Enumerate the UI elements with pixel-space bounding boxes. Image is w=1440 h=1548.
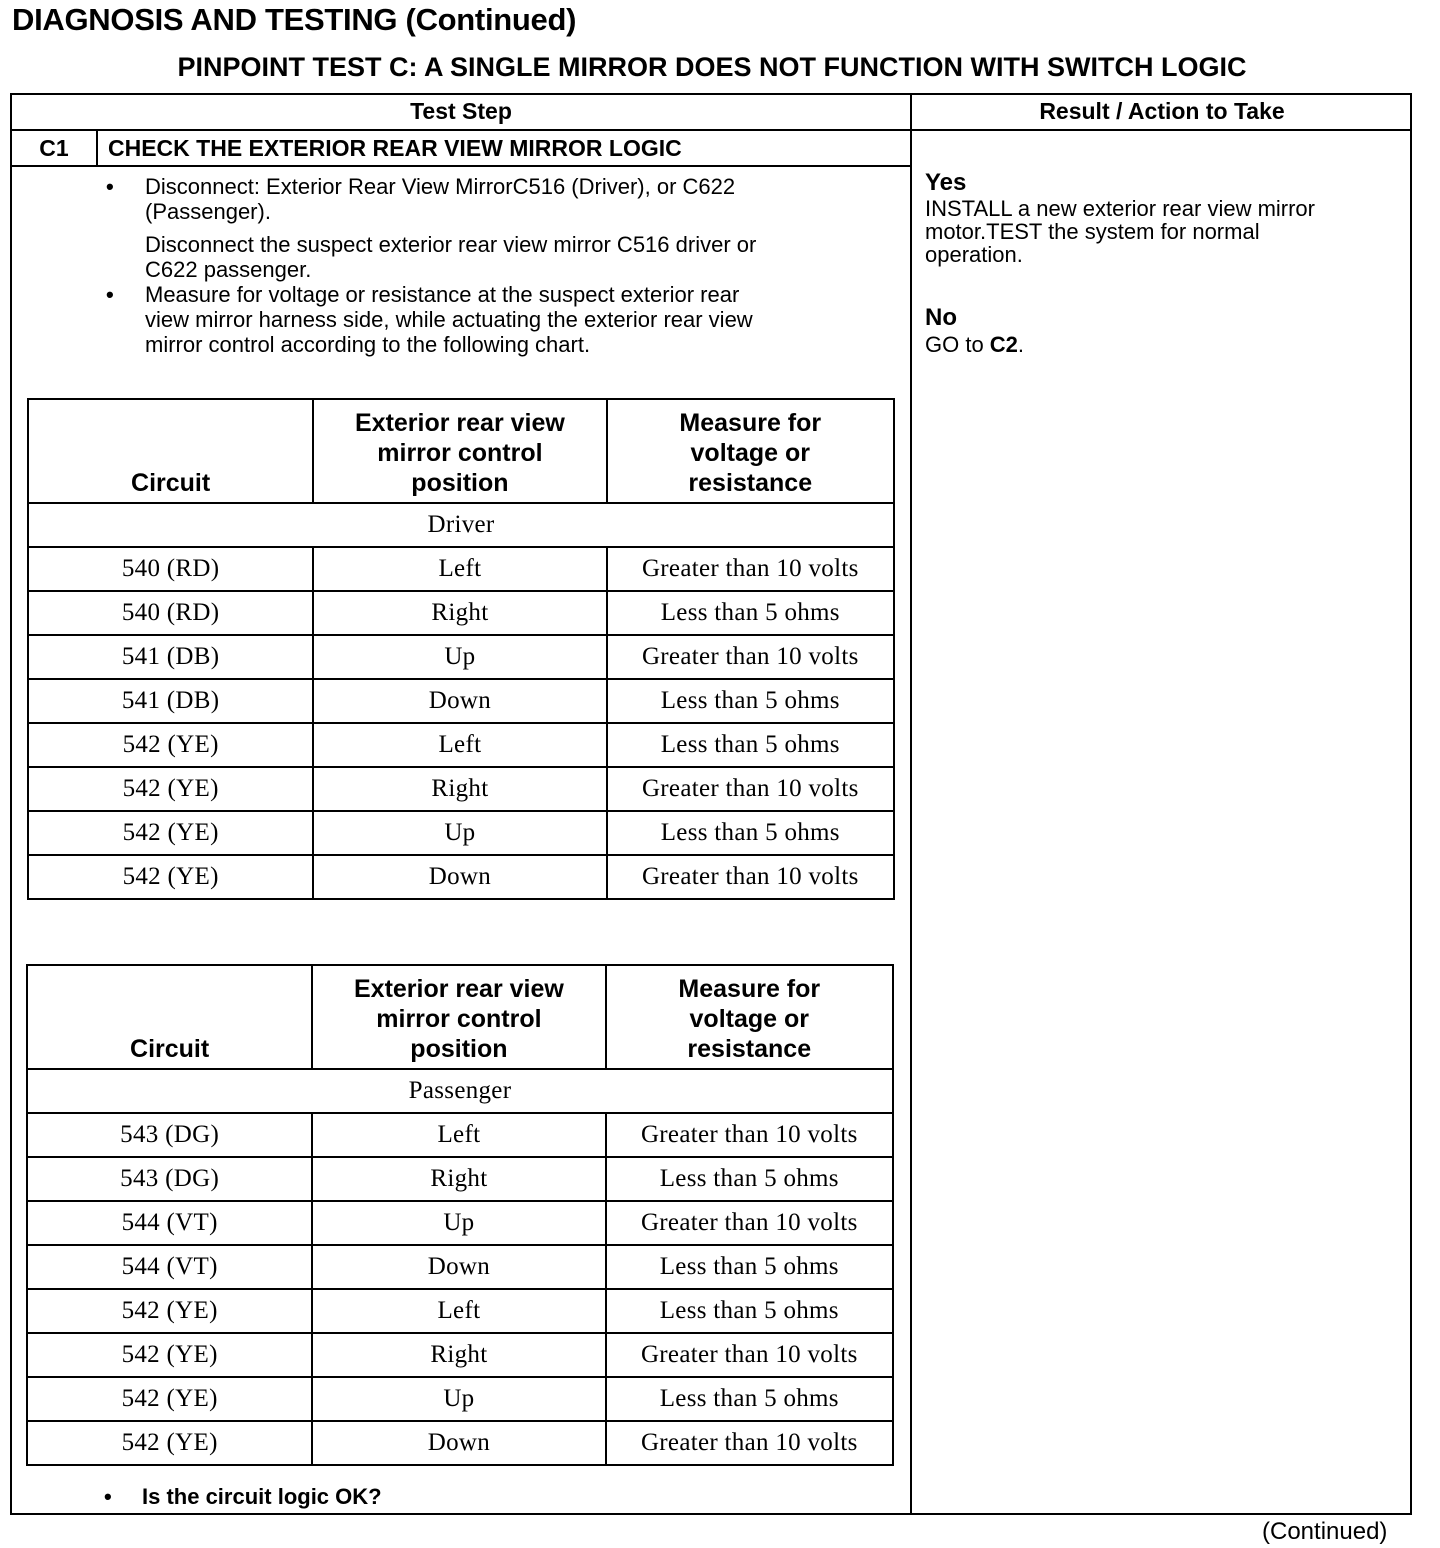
bullet-question: • (104, 1484, 112, 1509)
table-row (27, 1289, 893, 1333)
instruction-line: Disconnect the suspect exterior rear view mirror C516 driver or (145, 232, 757, 257)
table-row (27, 1157, 893, 1201)
position-cell: Down (312, 1245, 605, 1289)
result-no-suffix: . (1017, 332, 1025, 357)
table-row (27, 1245, 893, 1289)
step-id: C1 (39, 135, 69, 161)
measure-cell: Greater than 10 volts (606, 1113, 893, 1157)
circuit-cell: 541 (DB) (28, 635, 313, 679)
circuit-cell: 540 (RD) (28, 547, 313, 591)
measure-cell: Greater than 10 volts (606, 1201, 893, 1245)
measure-cell: Greater than 10 volts (607, 635, 894, 679)
circuit-cell: 542 (YE) (28, 723, 313, 767)
circuit-cell: 543 (DG) (27, 1157, 312, 1201)
position-cell: Left (312, 1113, 605, 1157)
header-test-step: Test Step (410, 98, 512, 124)
measure-cell: Less than 5 ohms (607, 723, 894, 767)
driver-chart-table (27, 398, 895, 900)
table-row (27, 1333, 893, 1377)
instruction-disconnect (145, 174, 735, 224)
column-header-measure: Measure for voltage or resistance (607, 399, 894, 503)
step-title: CHECK THE EXTERIOR REAR VIEW MIRROR LOGIC (108, 135, 682, 161)
table-row (28, 811, 894, 855)
table-row (27, 1113, 893, 1157)
step-title-divider (12, 165, 910, 167)
result-no-text (925, 332, 1024, 357)
table-row (27, 1421, 893, 1465)
group-label-driver: Driver (28, 503, 894, 547)
continued-footer: (Continued) (1262, 1518, 1388, 1545)
result-yes-line: motor.TEST the system for normal (925, 219, 1260, 244)
step-question: Is the circuit logic OK? (142, 1484, 382, 1509)
instruction-line: Measure for voltage or resistance at the suspect exterior rear (145, 282, 740, 307)
circuit-cell: 540 (RD) (28, 591, 313, 635)
measure-cell: Less than 5 ohms (606, 1377, 893, 1421)
bullet-measure: • (106, 282, 114, 307)
measure-cell: Greater than 10 volts (606, 1333, 893, 1377)
position-cell: Right (312, 1157, 605, 1201)
circuit-cell: 542 (YE) (27, 1377, 312, 1421)
table-row (28, 767, 894, 811)
instruction-line: C622 passenger. (145, 257, 312, 282)
measure-cell: Less than 5 ohms (607, 591, 894, 635)
circuit-cell: 542 (YE) (28, 855, 313, 899)
instruction-line: mirror control according to the following chart. (145, 332, 591, 357)
circuit-cell: 542 (YE) (28, 767, 313, 811)
result-yes (925, 169, 1315, 266)
measure-cell: Less than 5 ohms (607, 679, 894, 723)
table-row (27, 1377, 893, 1421)
pinpoint-test-title: PINPOINT TEST C: A SINGLE MIRROR DOES NOT FUNCTION WITH SWITCH LOGIC (177, 52, 1247, 82)
column-header-position: Exterior rear view mirror control position (313, 399, 606, 503)
measure-cell: Greater than 10 volts (607, 855, 894, 899)
column-header-position: Exterior rear view mirror control position (312, 965, 605, 1069)
measure-cell: Less than 5 ohms (606, 1289, 893, 1333)
table-row (28, 723, 894, 767)
position-cell: Right (312, 1333, 605, 1377)
header-divider (12, 129, 1410, 131)
result-yes-label: Yes (925, 169, 967, 196)
circuit-cell: 541 (DB) (28, 679, 313, 723)
result-yes-line: operation. (925, 242, 1023, 267)
instruction-line: Disconnect: Exterior Rear View MirrorC516 (Driver), or C622 (145, 174, 736, 199)
table-row (28, 855, 894, 899)
circuit-cell: 542 (YE) (27, 1333, 312, 1377)
instruction-line: (Passenger). (145, 199, 271, 224)
group-label-passenger: Passenger (27, 1069, 893, 1113)
table-row (27, 1201, 893, 1245)
table-row (28, 547, 894, 591)
position-cell: Up (313, 811, 606, 855)
measure-cell: Less than 5 ohms (606, 1157, 893, 1201)
position-cell: Left (313, 723, 606, 767)
position-cell: Left (313, 547, 606, 591)
header-result-action: Result / Action to Take (1039, 98, 1285, 124)
position-cell: Right (313, 767, 606, 811)
circuit-cell: 542 (YE) (27, 1421, 312, 1465)
position-cell: Up (313, 635, 606, 679)
position-cell: Up (312, 1201, 605, 1245)
circuit-cell: 543 (DG) (27, 1113, 312, 1157)
step-id-divider (96, 129, 98, 167)
instruction-paragraph (145, 232, 756, 282)
result-no-target-link[interactable]: C2 (989, 332, 1018, 357)
test-step-frame (10, 93, 1412, 1515)
circuit-cell: 544 (VT) (27, 1201, 312, 1245)
measure-cell: Greater than 10 volts (606, 1421, 893, 1465)
measure-cell: Less than 5 ohms (606, 1245, 893, 1289)
column-header-circuit: Circuit (28, 399, 313, 503)
result-no-label: No (925, 304, 957, 331)
table-row (28, 679, 894, 723)
table-row (28, 635, 894, 679)
position-cell: Right (313, 591, 606, 635)
position-cell: Down (313, 855, 606, 899)
circuit-cell: 542 (YE) (28, 811, 313, 855)
column-header-measure: Measure for voltage or resistance (606, 965, 893, 1069)
measure-cell: Less than 5 ohms (607, 811, 894, 855)
column-header-circuit: Circuit (27, 965, 312, 1069)
column-divider (910, 95, 912, 1513)
instruction-measure (145, 282, 753, 357)
measure-cell: Greater than 10 volts (607, 547, 894, 591)
result-no (925, 304, 1024, 357)
bullet-disconnect: • (106, 174, 114, 199)
result-yes-line: INSTALL a new exterior rear view mirror (925, 196, 1315, 221)
passenger-chart-table (26, 964, 894, 1466)
circuit-cell: 544 (VT) (27, 1245, 312, 1289)
position-cell: Down (313, 679, 606, 723)
position-cell: Up (312, 1377, 605, 1421)
page-title: DIAGNOSIS AND TESTING (Continued) (12, 2, 577, 37)
position-cell: Left (312, 1289, 605, 1333)
table-row (28, 591, 894, 635)
measure-cell: Greater than 10 volts (607, 767, 894, 811)
instruction-line: view mirror harness side, while actuating the exterior rear view (145, 307, 753, 332)
result-no-prefix: GO to (925, 332, 990, 357)
position-cell: Down (312, 1421, 605, 1465)
circuit-cell: 542 (YE) (27, 1289, 312, 1333)
